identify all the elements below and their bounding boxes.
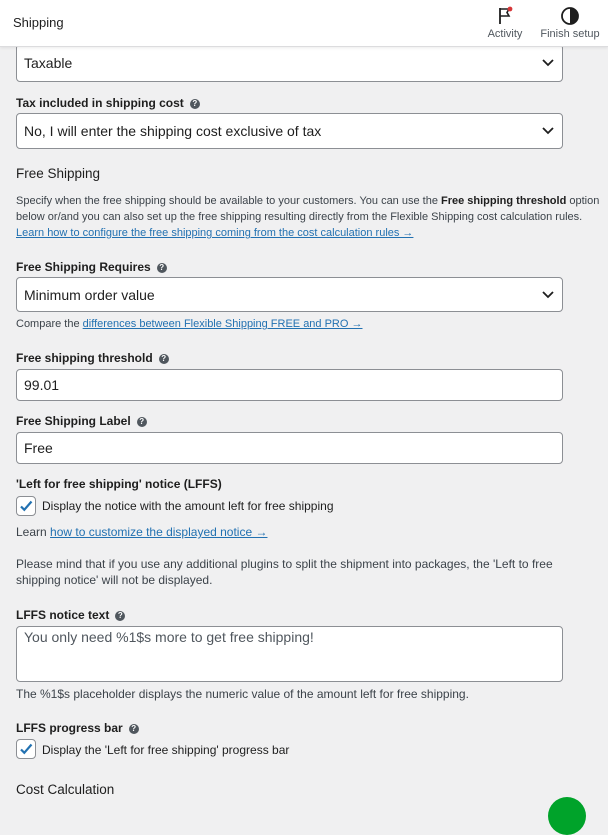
free-label-label: Free Shipping Label bbox=[16, 414, 131, 428]
progress-bar-label: LFFS progress bar bbox=[16, 721, 123, 735]
activity-label: Activity bbox=[487, 28, 523, 40]
customize-notice-link[interactable]: how to customize the displayed notice → bbox=[50, 525, 268, 539]
configure-free-shipping-link[interactable]: Learn how to configure the free shipping coming from the cost calculation rules → bbox=[16, 227, 414, 239]
threshold-value: 99.01 bbox=[24, 377, 60, 393]
help-icon[interactable]: ? bbox=[157, 263, 167, 273]
lffs-note bbox=[16, 556, 596, 588]
progress-bar-label-row bbox=[16, 721, 139, 735]
help-fab-button[interactable] bbox=[548, 797, 586, 835]
requires-label-row bbox=[16, 260, 167, 274]
free-shipping-threshold-input[interactable] bbox=[16, 369, 563, 401]
threshold-label: Free shipping threshold bbox=[16, 351, 153, 365]
compare-line bbox=[16, 316, 363, 332]
lffs-text-value: You only need %1$s more to get free shipping! bbox=[24, 629, 314, 645]
help-icon[interactable]: ? bbox=[129, 724, 139, 734]
lffs-notice-textarea[interactable] bbox=[16, 626, 563, 682]
lffs-desc-prefix: The bbox=[16, 687, 41, 701]
compare-versions-link[interactable]: differences between Flexible Shipping FREE and PRO → bbox=[82, 318, 363, 330]
checkmark-icon bbox=[18, 498, 34, 514]
tax-included-label: Tax included in shipping cost bbox=[16, 96, 184, 110]
lffs-learn-line bbox=[16, 524, 267, 540]
tax-status-value: Taxable bbox=[24, 55, 73, 71]
lffs-desc-code: %1$s bbox=[40, 687, 71, 701]
help-icon[interactable]: ? bbox=[190, 99, 200, 109]
free-label-label-row bbox=[16, 414, 147, 428]
lffs-checkbox[interactable] bbox=[16, 496, 36, 516]
requires-label: Free Shipping Requires bbox=[16, 260, 151, 274]
flag-icon bbox=[495, 6, 515, 26]
lffs-heading: 'Left for free shipping' notice (LFFS) bbox=[16, 477, 222, 491]
free-shipping-label-input[interactable] bbox=[16, 432, 563, 464]
tax-status-select[interactable] bbox=[16, 44, 563, 82]
lffs-text-description bbox=[16, 686, 469, 702]
lffs-text-label-row bbox=[16, 608, 125, 622]
tax-included-value: No, I will enter the shipping cost exclusive of tax bbox=[24, 123, 322, 139]
help-icon[interactable]: ? bbox=[159, 354, 169, 364]
activity-button[interactable] bbox=[485, 6, 525, 40]
lffs-learn-prefix: Learn bbox=[16, 525, 51, 539]
compare-prefix: Compare the bbox=[16, 318, 83, 330]
chevron-down-icon bbox=[542, 59, 554, 67]
free-shipping-desc-bold: Free shipping threshold bbox=[441, 195, 567, 207]
tax-included-label-row bbox=[16, 96, 200, 110]
free-label-value: Free bbox=[24, 440, 53, 456]
progress-bar-checkbox-label[interactable]: Display the 'Left for free shipping' progress bar bbox=[42, 743, 290, 757]
free-shipping-description bbox=[16, 193, 600, 241]
free-shipping-desc-part2: option bbox=[566, 195, 600, 207]
lffs-desc-suffix: placeholder displays the numeric value of the amount left for free shipping. bbox=[70, 687, 469, 701]
progress-bar-checkbox[interactable] bbox=[16, 739, 36, 759]
lffs-note-line2: shipping notice' will not be displayed. bbox=[16, 573, 213, 587]
lffs-note-line1: Please mind that if you use any additional plugins to split the shipment into packages, the 'Left to free bbox=[16, 557, 553, 571]
cost-calculation-heading: Cost Calculation bbox=[16, 782, 115, 797]
contrast-circle-icon bbox=[560, 6, 580, 26]
checkmark-icon bbox=[18, 741, 34, 757]
free-shipping-heading: Free Shipping bbox=[16, 166, 101, 181]
finish-setup-button[interactable] bbox=[540, 6, 600, 40]
threshold-label-row bbox=[16, 351, 169, 365]
help-icon[interactable]: ? bbox=[137, 417, 147, 427]
notification-badge bbox=[508, 7, 513, 12]
lffs-text-label: LFFS notice text bbox=[16, 608, 110, 622]
free-shipping-desc-part1: Specify when the free shipping should be available to your customers. You can use the bbox=[16, 195, 441, 207]
free-shipping-requires-select[interactable] bbox=[16, 277, 563, 312]
page-title: Shipping bbox=[13, 15, 64, 30]
free-shipping-desc-line2: below or/and you can also set up the free shipping resulting directly from the Flexible Shipping cost calculation rules. bbox=[16, 211, 583, 223]
tax-included-select[interactable] bbox=[16, 113, 563, 149]
top-header bbox=[0, 0, 608, 47]
chevron-down-icon bbox=[542, 291, 554, 299]
requires-value: Minimum order value bbox=[24, 286, 155, 303]
finish-setup-label: Finish setup bbox=[540, 28, 600, 40]
chevron-down-icon bbox=[542, 127, 554, 135]
lffs-checkbox-label[interactable]: Display the notice with the amount left for free shipping bbox=[42, 499, 334, 513]
help-icon[interactable]: ? bbox=[115, 611, 125, 621]
